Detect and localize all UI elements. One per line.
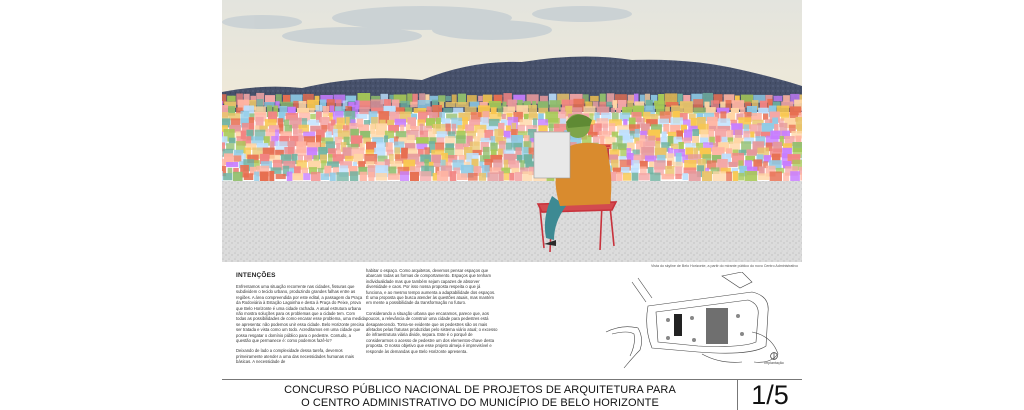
text-column-1 [236, 284, 366, 370]
building-block [611, 108, 615, 113]
building-block [359, 107, 370, 114]
building-block [538, 119, 548, 126]
building-block [538, 113, 544, 120]
paragraph: Deixando de lado a complexidade dessa tarefa, devemos primeiramente atender a uma das necessidades humanas mais básicas. A necessidade de [236, 348, 355, 365]
image-caption: Vista do skyline de Belo Horizonte, a partir do mirante público do novo Centro Administrativo [651, 264, 798, 268]
building-block [800, 173, 802, 180]
building-block [455, 144, 464, 150]
building-block [287, 172, 293, 183]
building-block [479, 173, 486, 181]
building-block [572, 107, 582, 114]
section-heading: INTENÇÕES [236, 272, 276, 279]
building-block [434, 162, 441, 167]
building-block [364, 120, 370, 125]
building-block [452, 95, 457, 104]
building-block [376, 173, 387, 181]
city-blocks [222, 93, 802, 184]
building-block [326, 131, 332, 138]
title-block [222, 379, 802, 410]
building-block [728, 162, 737, 167]
building-block [774, 96, 783, 101]
building-block [467, 95, 477, 102]
building-block [758, 173, 769, 180]
building-block [487, 172, 498, 181]
building-block [276, 174, 286, 179]
building-block [416, 137, 429, 144]
building-block [297, 108, 309, 113]
building-block [750, 132, 754, 138]
building-block [538, 125, 547, 132]
building-block [662, 132, 667, 138]
title-line: O CENTRO ADMINISTRATIVO DO MUNICÍPIO DE BELO HORIZONTE [301, 396, 659, 409]
building-block [524, 114, 529, 120]
building-block [229, 138, 236, 144]
building-block [623, 173, 631, 181]
building-block [675, 174, 681, 179]
building-block [704, 102, 709, 108]
building-block [311, 172, 321, 182]
building-block [489, 119, 500, 127]
title-line: CONCURSO PÚBLICO NACIONAL DE PROJETOS DE ARQUITETURA PARA [284, 384, 676, 396]
building-block [299, 101, 307, 109]
building-block [410, 172, 419, 182]
building-block [684, 108, 693, 114]
building-block [336, 172, 348, 182]
plan-label: Implantação [764, 361, 784, 365]
building-block [226, 162, 238, 167]
building-block [662, 174, 675, 180]
building-block [540, 96, 548, 102]
building-block [310, 108, 315, 113]
building-block [731, 108, 739, 113]
building-block [223, 173, 232, 180]
building-block [265, 95, 275, 102]
building-block [310, 114, 316, 119]
building-block [616, 108, 621, 113]
building-block [336, 143, 340, 151]
building-block [758, 108, 769, 114]
building-block [446, 102, 456, 107]
building-block [360, 172, 367, 183]
paragraph: Considerando a situação urbana que encaramos, parece que, aos poucos, a relevância de construir uma cidade para pedestres está desaparecendo. Torna-se evidente que os pedestres são os mais afetados pelas fraturas produzidas pelo sistema viário atual; o excesso de infraestrutura viária divide, separa. Este é o porquê de considerarmos o acesso de pedestre um dos elementos-chave desta proposta. O nosso objetivo que esse projeto almeja é imprevisível e responde às demandas que Belo Horizonte apresenta. [366, 310, 498, 354]
competition-title [230, 384, 730, 409]
competition-board [222, 0, 802, 410]
building-block [651, 114, 659, 119]
building-block [515, 172, 522, 182]
building-block [747, 149, 758, 155]
building-block [720, 102, 725, 108]
building-block [738, 173, 744, 181]
building-block [760, 101, 767, 109]
building-block [233, 172, 243, 183]
building-block [763, 114, 768, 120]
building-block [433, 173, 437, 181]
building-block [293, 173, 303, 180]
building-block [283, 95, 290, 103]
building-block [509, 173, 514, 181]
building-block [431, 155, 441, 163]
ground [222, 181, 802, 262]
paragraph: habitar o espaço. Como arquitetos, devemos pensar espaços que abarcam todas as formas de comportamento. Espaços que tenham individualidade mas que também sejam capazes de absorver diversidade e caos. Por isso nossa proposta respeita o que já funciona, e ao mesmo tempo aumenta a adaptabilidade dos espaços. É uma proposta que busca atender às questões atuais, mas mantém em mente a possibilidade da transformação no futuro. [366, 268, 496, 306]
building-block [456, 102, 469, 107]
building-block [244, 173, 254, 180]
building-block [228, 168, 233, 174]
building-block [631, 168, 639, 173]
building-block [301, 168, 308, 174]
building-block [590, 96, 599, 101]
skyline-illustration [222, 0, 802, 262]
building-block [388, 173, 400, 180]
building-block [683, 173, 689, 180]
building-block [356, 114, 367, 119]
building-block [457, 173, 468, 180]
building-block [284, 120, 289, 126]
building-block [726, 172, 732, 183]
building-block [752, 113, 762, 121]
building-block [345, 156, 354, 162]
building-block [649, 161, 654, 168]
building-block [639, 173, 650, 180]
building-block [254, 172, 259, 183]
building-block [234, 155, 242, 161]
building-block [502, 114, 506, 119]
page-number: 1/5 [751, 380, 789, 410]
building-block [650, 173, 660, 182]
text-column-2 [366, 268, 498, 359]
paragraph: Enfrentamos uma situação recorrente nas cidades, fissuras que subdividem o tecido urbano, produzindo grandes falhas entre as regiões. A área compreendida por este edital, a passagem da Praça da Rodoviária à Estação Lagoinha e desta à Praça do Peixe, prova que Belo Horizonte é uma cidade rachada. A atual estrutura urbana não mostra soluções para os problemas que a cidade tem. Com todas as possibilidades de como encarar esse problema, uma medida se apresenta: não podemos unir essa cidade. Belo Horizonte precisa ser tratada e vista como um todo. Acreditamos em uma cidade que possa resgatar o domínio público para o pedestre. Contudo, a questão que permanece é: como podemos fazê-lo? [236, 284, 366, 344]
building-block [783, 173, 789, 181]
building-block [308, 120, 319, 126]
newspaper [534, 132, 570, 178]
building-block [632, 173, 639, 181]
building-block [368, 172, 374, 182]
building-block [321, 173, 329, 180]
building-block [504, 173, 509, 180]
building-block [227, 96, 236, 102]
building-block [538, 101, 549, 108]
building-block [410, 102, 417, 108]
building-block [446, 96, 452, 101]
building-block [330, 173, 336, 182]
building-block [783, 95, 790, 102]
building-block [387, 120, 394, 125]
building-block [478, 96, 483, 102]
building-block [468, 173, 478, 181]
building-block [303, 173, 310, 180]
building-block [802, 108, 803, 113]
building-block [617, 172, 623, 182]
building-block [438, 95, 445, 102]
